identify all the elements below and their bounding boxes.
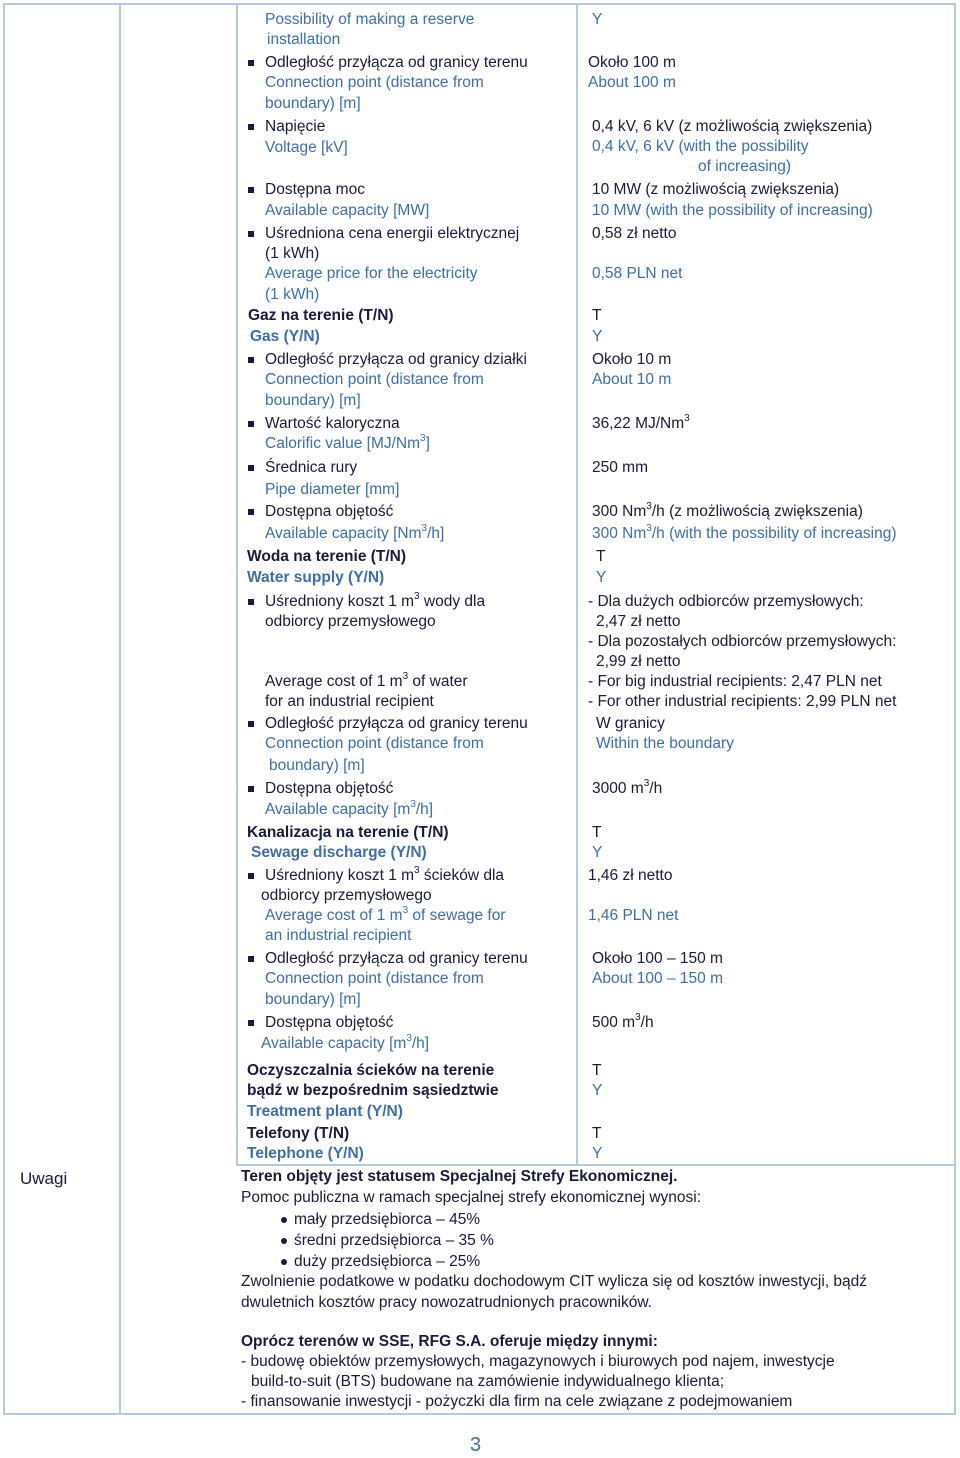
- el-dist-value-en: About 100 m: [588, 74, 676, 91]
- pipe-label: Średnica rury: [265, 459, 358, 476]
- bullet-icon: [248, 60, 254, 66]
- bullet-icon: [248, 465, 254, 471]
- offer-heading: Oprócz terenów w SSE, RFG S.A. oferuje między innymi:: [241, 1333, 658, 1350]
- water-value: T: [596, 548, 606, 565]
- pipe-value: 250 mm: [592, 459, 648, 476]
- water-cost-label: Uśredniony koszt 1 $m^3$ wody dla: [265, 591, 486, 610]
- water-cap-value: 3000 $m^3/h$: [592, 778, 663, 797]
- sewage-cost-value: 1,46 zł netto: [588, 867, 673, 884]
- water-dist-label: Odległość przyłącza od granicy terenu: [265, 715, 528, 732]
- voltage-value: 0,4 kV, 6 kV (z możliwością zwiększenia): [592, 118, 873, 135]
- calorific-label: Wartość kaloryczna: [265, 415, 400, 432]
- price-value: 0,58 zł netto: [592, 225, 677, 242]
- gas-cap-label-en: Available capacity [Nm$^3$/h]: [265, 523, 445, 542]
- water-heading-en: Water supply (Y/N): [247, 569, 385, 586]
- col-divider-label: [119, 3, 121, 1415]
- bullet-dot-icon: [281, 1217, 287, 1223]
- sewage-cap-label-en: Available capacity $[m^3/h]$: [261, 1033, 430, 1052]
- water-cost-value-4: 2,99 zł netto: [596, 653, 681, 670]
- sewage-value-en: Y: [592, 844, 603, 861]
- voltage-label: Napięcie: [265, 118, 326, 135]
- voltage-value-en: 0,4 kV, 6 kV (with the possibility: [592, 138, 809, 155]
- water-cost-value-6: - For other industrial recipients: 2,99 PLN net: [588, 693, 897, 710]
- offer-item-1-cont: build-to-suit (BTS) budowane na zamówienie indywidualnego klienta;: [251, 1373, 725, 1390]
- price-label-2: (1 kWh): [265, 245, 320, 262]
- aid-item-small: mały przedsiębiorca – 45%: [294, 1211, 481, 1228]
- water-cost-value-2: 2,47 zł netto: [596, 613, 681, 630]
- bullet-dot-icon: [281, 1259, 287, 1265]
- sewage-dist-value-en: About 100 – 150 m: [592, 970, 723, 987]
- price-value-en: 0,58 PLN net: [592, 265, 683, 282]
- power-value: 10 MW (z możliwością zwiększenia): [592, 181, 840, 198]
- page-number: 3: [470, 1434, 482, 1456]
- sewage-cost-label-en: Average cost of 1 $m^3$ of sewage for: [265, 905, 506, 924]
- power-label: Dostępna moc: [265, 181, 365, 198]
- sewage-cost-label-en-2: an industrial recipient: [265, 927, 412, 944]
- phone-value-en: Y: [592, 1145, 603, 1162]
- col-divider-param: [236, 3, 238, 1165]
- power-label-en: Available capacity [MW]: [265, 202, 430, 219]
- sewage-dist-value: Około 100 – 150 m: [592, 950, 723, 967]
- phone-heading-en: Telephone (Y/N): [247, 1145, 364, 1162]
- tax-text-2: dwuletnich kosztów pracy nowozatrudnionych pracowników.: [241, 1294, 652, 1311]
- bullet-icon: [248, 509, 254, 515]
- bullet-icon: [248, 599, 254, 605]
- treatment-value: T: [592, 1062, 602, 1079]
- gas-dist-value: Około 10 m: [592, 351, 672, 368]
- reserve-label-2: installation: [267, 31, 341, 48]
- gas-cap-label: Dostępna objętość: [265, 503, 394, 520]
- reserve-label: Possibility of making a reserve: [265, 11, 475, 28]
- calorific-value: 36,22 MJ/Nm$^3$: [592, 413, 690, 432]
- gas-cap-value: 300 Nm$^3$/h (z możliwością zwiększenia): [592, 501, 863, 520]
- sewage-dist-label-en: Connection point (distance from: [265, 970, 484, 987]
- treatment-heading: Oczyszczalnia ścieków na terenie: [247, 1062, 495, 1079]
- sewage-cost-label: Uśredniony koszt 1 $m^3$ ścieków dla: [265, 865, 505, 884]
- calorific-label-en: Calorific value [MJ/Nm$^3$]: [265, 433, 430, 452]
- phone-value: T: [592, 1125, 602, 1142]
- gas-value-en: Y: [592, 328, 603, 345]
- water-dist-label-en-2: boundary) [m]: [269, 757, 365, 774]
- water-value-en: Y: [596, 569, 607, 586]
- el-dist-value: Około 100 m: [588, 54, 676, 71]
- water-cap-label-en: Available capacity $[m^3/h]$: [265, 799, 434, 818]
- remarks-label: Uwagi: [20, 1169, 68, 1188]
- gas-dist-label: Odległość przyłącza od granicy działki: [265, 351, 527, 368]
- water-cost-value-1: - Dla dużych odbiorców przemysłowych:: [588, 593, 864, 610]
- aid-intro: Pomoc publiczna w ramach specjalnej strefy ekonomicznej wynosi:: [241, 1189, 702, 1206]
- voltage-value-en-2: of increasing): [698, 158, 792, 175]
- sewage-value: T: [592, 824, 602, 841]
- gas-dist-label-en: Connection point (distance from: [265, 371, 484, 388]
- treatment-value-en: Y: [592, 1082, 603, 1099]
- bullet-icon: [248, 231, 254, 237]
- water-dist-value: W granicy: [596, 715, 665, 732]
- water-heading: Woda na terenie (T/N): [247, 548, 407, 565]
- power-value-en: 10 MW (with the possibility of increasing): [592, 202, 873, 219]
- water-dist-label-en: Connection point (distance from: [265, 735, 484, 752]
- remarks-divider: [236, 1164, 956, 1166]
- treatment-heading-en: Treatment plant (Y/N): [247, 1103, 403, 1120]
- gas-heading-en: Gas (Y/N): [250, 328, 320, 345]
- gas-cap-value-en: 300 Nm$^3$/h (with the possibility of increasing): [592, 523, 897, 542]
- bullet-icon: [248, 1020, 254, 1026]
- offer-item-2: - finansowanie inwestycji - pożyczki dla firm na cele związane z podejmowaniem: [241, 1393, 793, 1410]
- sewage-heading-en: Sewage discharge (Y/N): [251, 844, 427, 861]
- price-label: Uśredniona cena energii elektrycznej: [265, 225, 520, 242]
- tax-text: Zwolnienie podatkowe w podatku dochodowym CIT wylicza się od kosztów inwestycji, bądź: [241, 1273, 868, 1290]
- water-cost-label-en: Average cost of 1 $m^3$ of water: [265, 671, 468, 690]
- phone-heading: Telefony (T/N): [247, 1125, 350, 1142]
- bullet-icon: [248, 187, 254, 193]
- water-cost-label-2: odbiorcy przemysłowego: [265, 613, 436, 630]
- treatment-heading-2: bądź w bezpośrednim sąsiedztwie: [247, 1082, 499, 1099]
- bullet-icon: [248, 956, 254, 962]
- price-label-en-2: (1 kWh): [265, 286, 320, 303]
- gas-heading: Gaz na terenie (T/N): [248, 307, 394, 324]
- sewage-cap-value: 500 $m^3/h$: [592, 1012, 654, 1031]
- price-label-en: Average price for the electricity: [265, 265, 478, 282]
- sewage-cost-value-en: 1,46 PLN net: [588, 907, 679, 924]
- bullet-icon: [248, 721, 254, 727]
- remarks-heading: Teren objęty jest statusem Specjalnej Strefy Ekonomicznej.: [241, 1168, 678, 1185]
- gas-value: T: [592, 307, 602, 324]
- sewage-heading: Kanalizacja na terenie (T/N): [247, 824, 449, 841]
- water-cost-value-5: - For big industrial recipients: 2,47 PLN net: [588, 673, 882, 690]
- bullet-icon: [248, 786, 254, 792]
- el-dist-label: Odległość przyłącza od granicy terenu: [265, 54, 528, 71]
- sewage-cost-label-2: odbiorcy przemysłowego: [261, 887, 432, 904]
- water-cap-label: Dostępna objętość: [265, 780, 394, 797]
- gas-dist-label-en-2: boundary) [m]: [265, 392, 361, 409]
- water-dist-value-en: Within the boundary: [596, 735, 734, 752]
- el-dist-label-en-2: boundary) [m]: [265, 95, 361, 112]
- el-dist-label-en: Connection point (distance from: [265, 74, 484, 91]
- water-cost-label-en-2: for an industrial recipient: [265, 693, 434, 710]
- voltage-label-en: Voltage [kV]: [265, 139, 348, 156]
- aid-item-medium: średni przedsiębiorca – 35 %: [294, 1232, 494, 1249]
- bullet-dot-icon: [281, 1238, 287, 1244]
- sewage-dist-label: Odległość przyłącza od granicy terenu: [265, 950, 528, 967]
- water-cost-value-3: - Dla pozostałych odbiorców przemysłowych:: [588, 633, 897, 650]
- aid-item-large: duży przedsiębiorca – 25%: [294, 1253, 481, 1270]
- gas-dist-value-en: About 10 m: [592, 371, 672, 388]
- sewage-dist-label-en-2: boundary) [m]: [265, 991, 361, 1008]
- pipe-label-en: Pipe diameter [mm]: [265, 481, 400, 498]
- col-divider-value: [576, 3, 578, 1165]
- bullet-icon: [248, 124, 254, 130]
- bullet-icon: [248, 873, 254, 879]
- bullet-icon: [248, 357, 254, 363]
- reserve-value: Y: [592, 11, 603, 28]
- sewage-cap-label: Dostępna objętość: [265, 1014, 394, 1031]
- offer-item-1: - budowę obiektów przemysłowych, magazynowych i biurowych pod najem, inwestycje: [241, 1353, 835, 1370]
- bullet-icon: [248, 421, 254, 427]
